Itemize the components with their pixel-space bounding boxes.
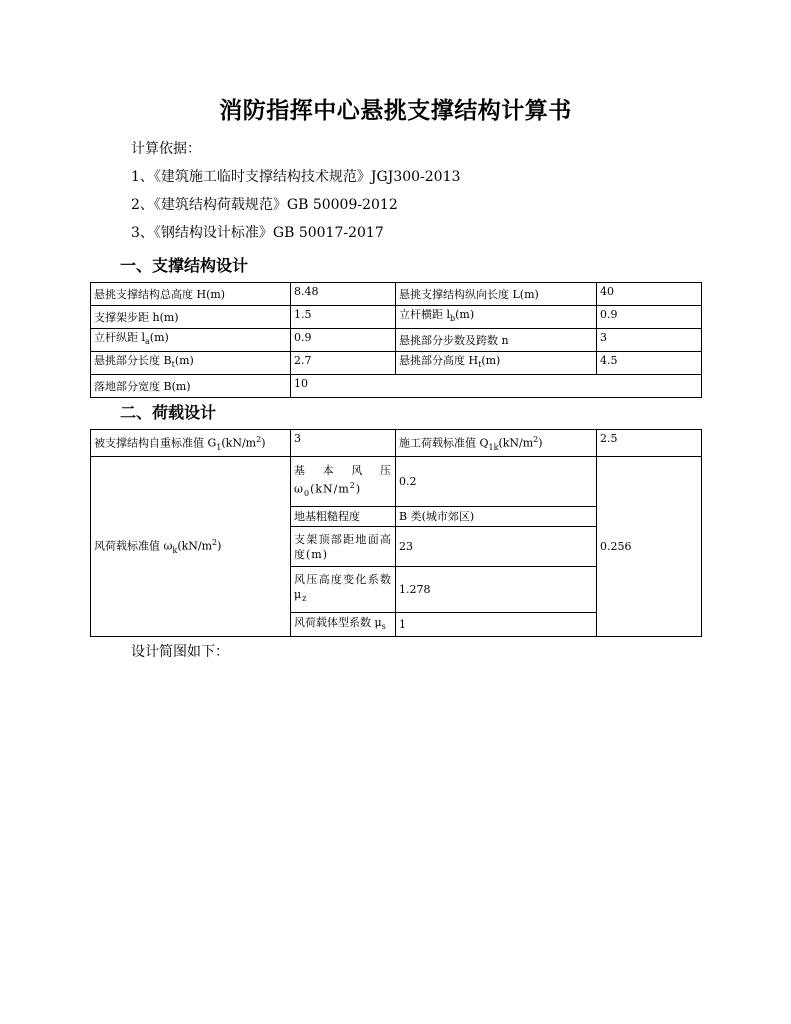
cell-text: 0.2	[399, 475, 417, 488]
cell-text: 基 本 风 压 ω	[294, 463, 392, 496]
cell-text: 立杆横距 l	[399, 308, 451, 322]
cell-subscript: 1	[216, 442, 222, 452]
cell-text: 地基粗糙程度	[294, 510, 360, 523]
cell-superscript: 2	[256, 434, 262, 444]
cell-superscript: 2	[349, 480, 356, 490]
cell-text: 支架顶部距地面高度(m)	[294, 532, 392, 561]
load-design-table	[90, 429, 702, 637]
cell-text: 悬挑部分步数及跨数 n	[399, 333, 509, 347]
cell-text: (kN/m	[221, 436, 257, 450]
cell-subscript: 0	[303, 488, 311, 498]
cell-text: )	[355, 482, 362, 496]
cell-text: )	[261, 436, 266, 450]
cell-subscript: a	[145, 337, 150, 347]
cell-subscript: k	[172, 545, 178, 555]
table-value-cell	[291, 352, 396, 375]
table-value-cell	[396, 457, 597, 507]
cell-text: 23	[399, 540, 413, 553]
table-label-cell	[291, 613, 396, 637]
cell-text: 风荷载标准值 ω	[94, 539, 173, 553]
basis-item-1: 1、《建筑施工临时支撑结构技术规范》JGJ300-2013	[131, 169, 461, 185]
table-value-cell	[396, 613, 597, 637]
section-heading-load: 二、荷载设计	[120, 403, 217, 422]
cell-text: 立杆纵距 l	[94, 331, 146, 345]
table-label-cell	[291, 567, 396, 613]
cell-text: (m)	[481, 354, 501, 368]
cell-text: 支撑架步距 h(m)	[94, 310, 179, 324]
basis-item-2: 2、《建筑结构荷载规范》GB 50009-2012	[131, 197, 398, 213]
table-label-cell	[91, 352, 291, 375]
cell-text: 0.9	[600, 308, 618, 321]
table-row	[91, 306, 702, 329]
cell-text: 1	[399, 618, 406, 631]
cell-text: 3	[294, 432, 301, 445]
cell-subscript: z	[302, 594, 308, 604]
cell-text: 悬挑部分长度 B	[94, 354, 172, 368]
cell-subscript: s	[381, 622, 386, 632]
cell-text: 落地部分宽度 B(m)	[94, 379, 191, 393]
cell-text: 3	[600, 331, 607, 344]
table-value-cell	[396, 507, 597, 527]
cell-text: 悬挑支撑结构纵向长度 L(m)	[399, 287, 539, 301]
cell-text: (m)	[455, 308, 475, 322]
cell-text: 1.5	[294, 308, 312, 321]
cell-superscript: 2	[212, 538, 218, 548]
table-label-cell	[396, 329, 597, 352]
cell-text: 10	[294, 377, 308, 390]
cell-text: 风压高度变化系数 μ	[294, 573, 392, 602]
cell-text: 8.48	[294, 285, 319, 298]
cell-text: )	[538, 436, 543, 450]
table-label-cell	[396, 352, 597, 375]
cell-text: 1.278	[399, 583, 431, 596]
cell-text: 2.7	[294, 354, 312, 367]
cell-text: 40	[600, 285, 614, 298]
table-row	[91, 283, 702, 306]
cell-text: 0.256	[600, 540, 632, 553]
structure-design-table	[90, 282, 702, 398]
table-label-cell	[396, 306, 597, 329]
cell-text: 被支撑结构自重标准值 G	[94, 436, 217, 450]
cell-subscript: b	[450, 314, 456, 324]
table-label-cell	[291, 507, 396, 527]
cell-superscript: 2	[533, 434, 539, 444]
table-value-cell	[291, 375, 702, 398]
table-value-cell	[597, 352, 702, 375]
table-value-cell	[396, 567, 597, 613]
cell-subscript: 1k	[488, 442, 499, 452]
wind-load-label-cell	[91, 457, 291, 637]
design-diagram-caption: 设计简图如下：	[131, 644, 229, 660]
table-value-cell	[597, 283, 702, 306]
cell-text: 风荷载体型系数 μ	[294, 615, 382, 629]
table-value-cell	[291, 329, 396, 352]
basis-heading: 计算依据：	[131, 141, 201, 157]
table-label-cell	[91, 283, 291, 306]
table-value-cell	[597, 329, 702, 352]
cell-text: 施工荷载标准值 Q	[399, 436, 489, 450]
basis-item-3: 3、《钢结构设计标准》GB 50017-2017	[131, 225, 384, 241]
cell-text: (m)	[149, 331, 169, 345]
cell-text: 悬挑支撑结构总高度 H(m)	[94, 287, 226, 301]
cell-text: B 类(城市郊区)	[399, 510, 475, 523]
table-row	[91, 352, 702, 375]
wind-load-value-cell	[597, 457, 702, 637]
table-row	[91, 329, 702, 352]
table-value-cell	[291, 430, 396, 457]
table-label-cell	[396, 283, 597, 306]
table-label-cell	[91, 329, 291, 352]
cell-text: 2.5	[600, 432, 618, 445]
table-value-cell	[291, 283, 396, 306]
cell-text: (kN/m	[310, 482, 350, 496]
table-label-cell	[91, 306, 291, 329]
cell-text: (kN/m	[177, 539, 213, 553]
cell-subscript: t	[478, 360, 482, 370]
table-value-cell	[291, 306, 396, 329]
table-label-cell	[91, 430, 291, 457]
cell-text: 0.9	[294, 331, 312, 344]
section-heading-structure: 一、支撑结构设计	[120, 256, 249, 275]
table-value-cell	[597, 430, 702, 457]
cell-subscript: t	[171, 360, 175, 370]
table-label-cell	[91, 375, 291, 398]
cell-text: 4.5	[600, 354, 618, 367]
table-value-cell	[597, 306, 702, 329]
table-value-cell	[396, 527, 597, 567]
cell-text: )	[217, 539, 222, 553]
table-row	[91, 375, 702, 398]
table-label-cell	[396, 430, 597, 457]
document-title: 消防指挥中心悬挑支撑结构计算书	[219, 98, 572, 124]
table-row	[91, 430, 702, 457]
table-label-cell	[291, 457, 396, 507]
cell-text: 悬挑部分高度 H	[399, 354, 479, 368]
cell-text: (m)	[174, 354, 194, 368]
cell-text: (kN/m	[498, 436, 534, 450]
table-row	[91, 457, 702, 507]
table-label-cell	[291, 527, 396, 567]
